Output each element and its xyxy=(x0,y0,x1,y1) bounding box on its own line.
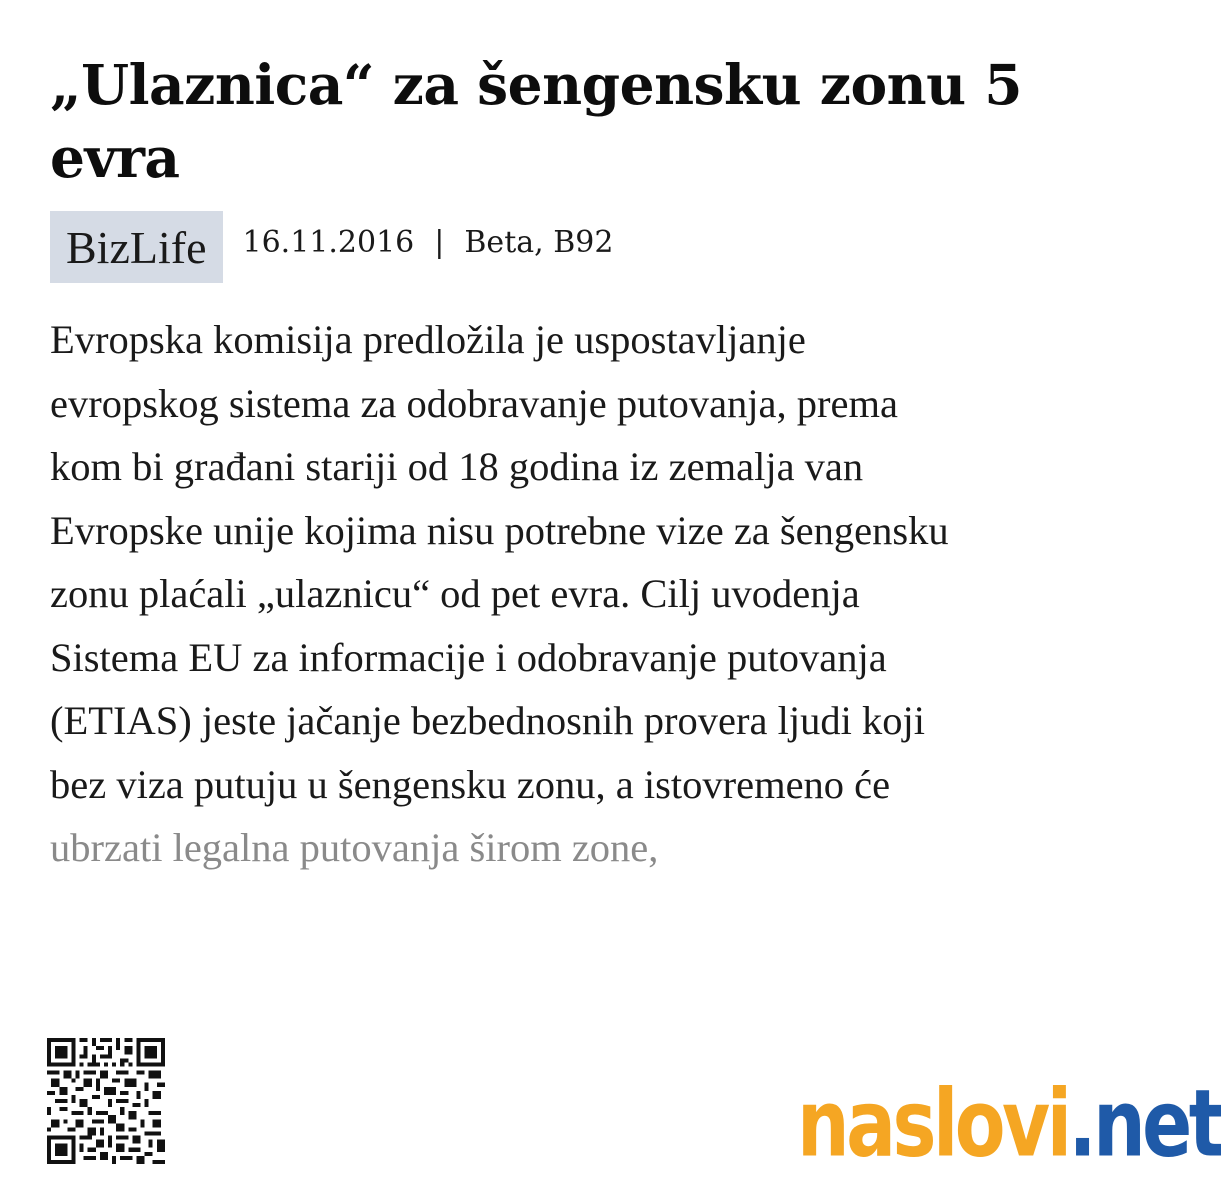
article-title: „Ulaznica“ za šengensku zonu 5 evra xyxy=(50,52,1023,190)
body-line: Evropske unije kojima nisu potrebne vize za šengensku xyxy=(50,507,949,553)
body-line: bez viza putuju u šengensku zonu, a istovremeno će xyxy=(50,761,891,807)
logo-text-net: .net xyxy=(1068,1069,1221,1178)
article-meta xyxy=(50,211,613,283)
body-line: Sistema EU za informacije i odobravanje putovanja xyxy=(50,634,887,680)
body-line: (ETIAS) jeste jačanje bezbednosnih provera ljudi koji xyxy=(50,698,925,743)
logo-text-naslovi: naslovi xyxy=(797,1069,1069,1178)
body-line-faded: ubrzati legalna putovanja širom zone, xyxy=(50,825,659,870)
article-body xyxy=(50,308,1160,880)
source-badge[interactable]: BizLife xyxy=(50,211,223,283)
naslovi-net-logo[interactable] xyxy=(797,1049,1221,1178)
body-line: kom bi građani stariji od 18 godina iz zemalja van xyxy=(50,444,864,489)
body-line: evropskog sistema za odobravanje putovanja, prema xyxy=(50,380,898,426)
publish-date: 16.11.2016 xyxy=(242,225,415,260)
meta-separator: | xyxy=(434,225,445,260)
news-sources: Beta, B92 xyxy=(464,225,614,260)
body-line: Evropska komisija predložila je uspostavljanje xyxy=(50,317,806,362)
article-meta-text xyxy=(243,211,614,260)
body-line: zonu plaćali „ulaznicu“ od pet evra. Cilj uvodenja xyxy=(50,571,860,616)
qr-code-icon[interactable] xyxy=(47,1038,165,1164)
